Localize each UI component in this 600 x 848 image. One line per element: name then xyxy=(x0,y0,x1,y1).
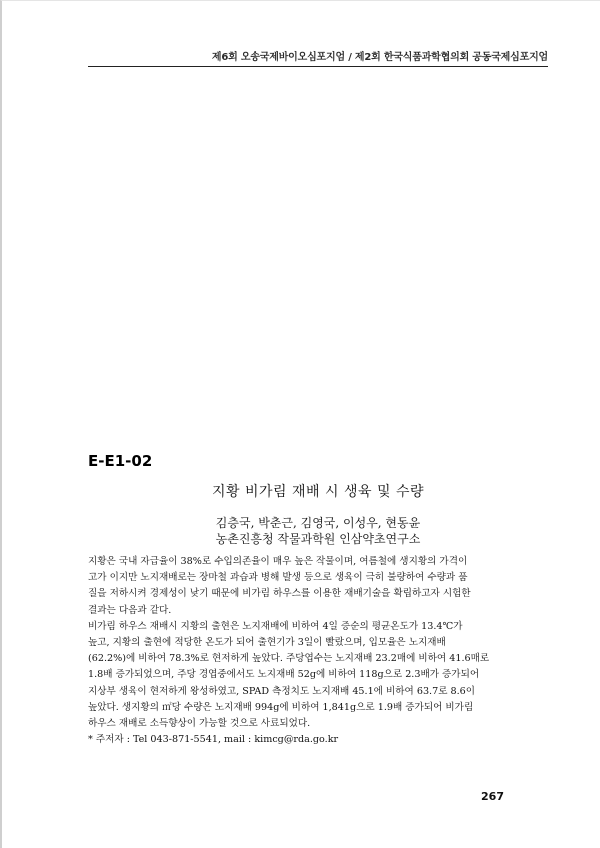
affiliation: 농촌진흥청 작물과학원 인삼약초연구소 xyxy=(215,532,421,546)
abstract-line: 결과는 다음과 같다. xyxy=(88,604,172,616)
abstract-line: 질을 저하시켜 경제성이 낮기 때문에 비가림 하우스를 이용한 재배기술을 확립하고자 시험한 xyxy=(88,588,471,600)
page-number: 267 xyxy=(481,790,504,803)
abstract-line: 1.8배 증가되었으며, 주당 경엽중에서도 노지재배 52g에 비하여 118g으로 2.3배가 증가되어 xyxy=(88,669,480,681)
author-list: 김층국, 박춘근, 김영국, 이성우, 현동윤 xyxy=(215,516,421,530)
abstract-line: 지황은 국내 자급율이 38%로 수입의존율이 매우 높은 작물이며, 여름철에 생지황의 가격이 xyxy=(88,556,468,567)
paper-title: 지황 비가림 재배 시 생육 및 수량 xyxy=(211,484,424,500)
session-code: E-E1-02 xyxy=(88,452,153,470)
abstract-line: 하우스 재배로 소득향상이 가능할 것으로 사료되었다. xyxy=(88,718,311,730)
running-header: 제6회 오송국제바이오심포지엄 / 제2회 한국식품과학협의회 공동국제심포지엄 xyxy=(211,52,548,63)
abstract-line: 지상부 생육이 현저하게 왕성하였고, SPAD 측정치도 노지재배 45.1에 비하여 63.7로 8.6이 xyxy=(88,685,476,697)
header-rule xyxy=(88,66,548,67)
abstract-line: 고가 이지만 노지재배로는 장마철 과습과 병해 발생 등으로 생육이 극히 불량하여 수량과 품 xyxy=(88,572,468,584)
abstract-line: 비가림 하우스 재배시 지황의 출현은 노지재배에 비하여 4일 증순의 평균온도가 13.4℃가 xyxy=(88,620,463,632)
abstract-body xyxy=(88,554,508,748)
corresponding-author-note: * 주저자 : Tel 043-871-5541, mail : kimcg@rda.go.kr xyxy=(88,734,339,746)
abstract-line: 높고, 지황의 출현에 적당한 온도가 되어 출현기가 3일이 빨랐으며, 입모율은 노지재배 xyxy=(88,637,446,649)
abstract-line: (62.2%)에 비하여 78.3%로 현저하게 높았다. 주당엽수는 노지재배 23.2매에 비하여 41.6매로 xyxy=(88,653,490,665)
abstract-line: 높았다. 생지황의 ㎡당 수량은 노지재배 994g에 비하여 1,841g으로 1.9배 증가되어 비가림 xyxy=(88,701,474,713)
